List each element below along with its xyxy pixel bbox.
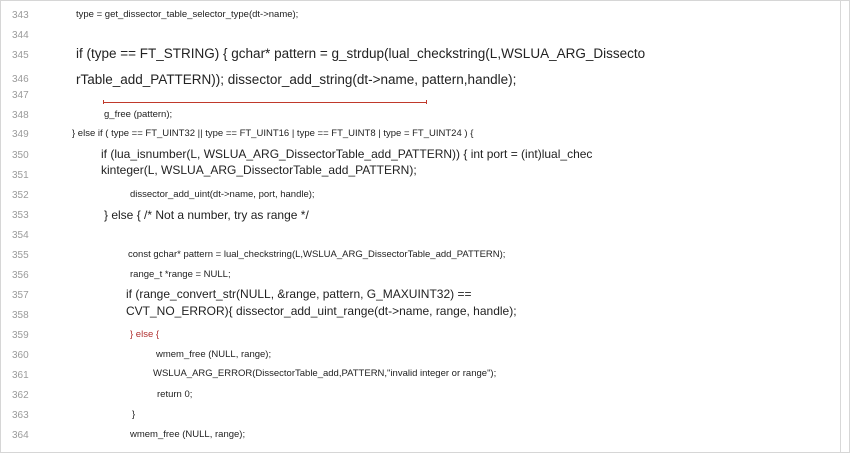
- line-number: 357: [12, 290, 29, 301]
- code-line: return 0;: [157, 389, 193, 400]
- line-number: 353: [12, 210, 29, 221]
- code-line: }: [132, 409, 136, 420]
- code-line: if (range_convert_str(NULL, &range, pattern, G_MAXUINT32) ==: [126, 287, 472, 301]
- red-underline-annotation: [103, 102, 427, 103]
- line-number: 356: [12, 270, 29, 281]
- code-line: } else if ( type == FT_UINT32 || type == FT_UINT16 | type == FT_UINT8 | type = FT_UINT24 ) {: [72, 128, 474, 139]
- line-number: 346: [12, 74, 29, 85]
- code-line: wmem_free (NULL, range);: [156, 349, 272, 360]
- line-number: 359: [12, 330, 29, 341]
- line-number: 360: [12, 350, 29, 361]
- line-number: 355: [12, 250, 29, 261]
- code-line: kinteger(L, WSLUA_ARG_DissectorTable_add_PATTERN);: [101, 163, 417, 177]
- line-number: 345: [12, 50, 29, 61]
- line-number: 347: [12, 90, 29, 101]
- code-line: dissector_add_uint(dt->name, port, handle);: [130, 189, 315, 200]
- code-line: wmem_free (NULL, range);: [130, 429, 246, 440]
- code-line: } else { /* Not a number, try as range */: [104, 208, 309, 222]
- code-line: rTable_add_PATTERN)); dissector_add_string(dt->name, pattern,handle);: [76, 72, 517, 87]
- line-number: 343: [12, 10, 29, 21]
- code-line: type = get_dissector_table_selector_type(dt->name);: [76, 9, 299, 20]
- right-edge-divider: [840, 0, 841, 452]
- code-line: } else {: [130, 329, 160, 340]
- line-number: 363: [12, 410, 29, 421]
- line-number: 348: [12, 110, 29, 121]
- code-line: CVT_NO_ERROR){ dissector_add_uint_range(dt->name, range, handle);: [126, 304, 517, 318]
- line-number: 352: [12, 190, 29, 201]
- line-number: 364: [12, 430, 29, 441]
- line-number: 358: [12, 310, 29, 321]
- line-number: 354: [12, 230, 29, 241]
- code-line: g_free (pattern);: [104, 109, 173, 120]
- line-number: 349: [12, 129, 29, 140]
- code-line: WSLUA_ARG_ERROR(DissectorTable_add,PATTERN,"invalid integer or range");: [153, 368, 497, 379]
- line-number: 344: [12, 30, 29, 41]
- code-line: if (type == FT_STRING) { gchar* pattern = g_strdup(lual_checkstring(L,WSLUA_ARG_Dissecto: [76, 46, 646, 61]
- line-number: 350: [12, 150, 29, 161]
- code-line: const gchar* pattern = lual_checkstring(L,WSLUA_ARG_DissectorTable_add_PATTERN);: [128, 249, 506, 260]
- code-line: if (lua_isnumber(L, WSLUA_ARG_DissectorTable_add_PATTERN)) { int port = (int)lual_chec: [101, 147, 593, 161]
- line-number: 361: [12, 370, 29, 381]
- code-line: range_t *range = NULL;: [130, 269, 231, 280]
- line-number: 351: [12, 170, 29, 181]
- line-number: 362: [12, 390, 29, 401]
